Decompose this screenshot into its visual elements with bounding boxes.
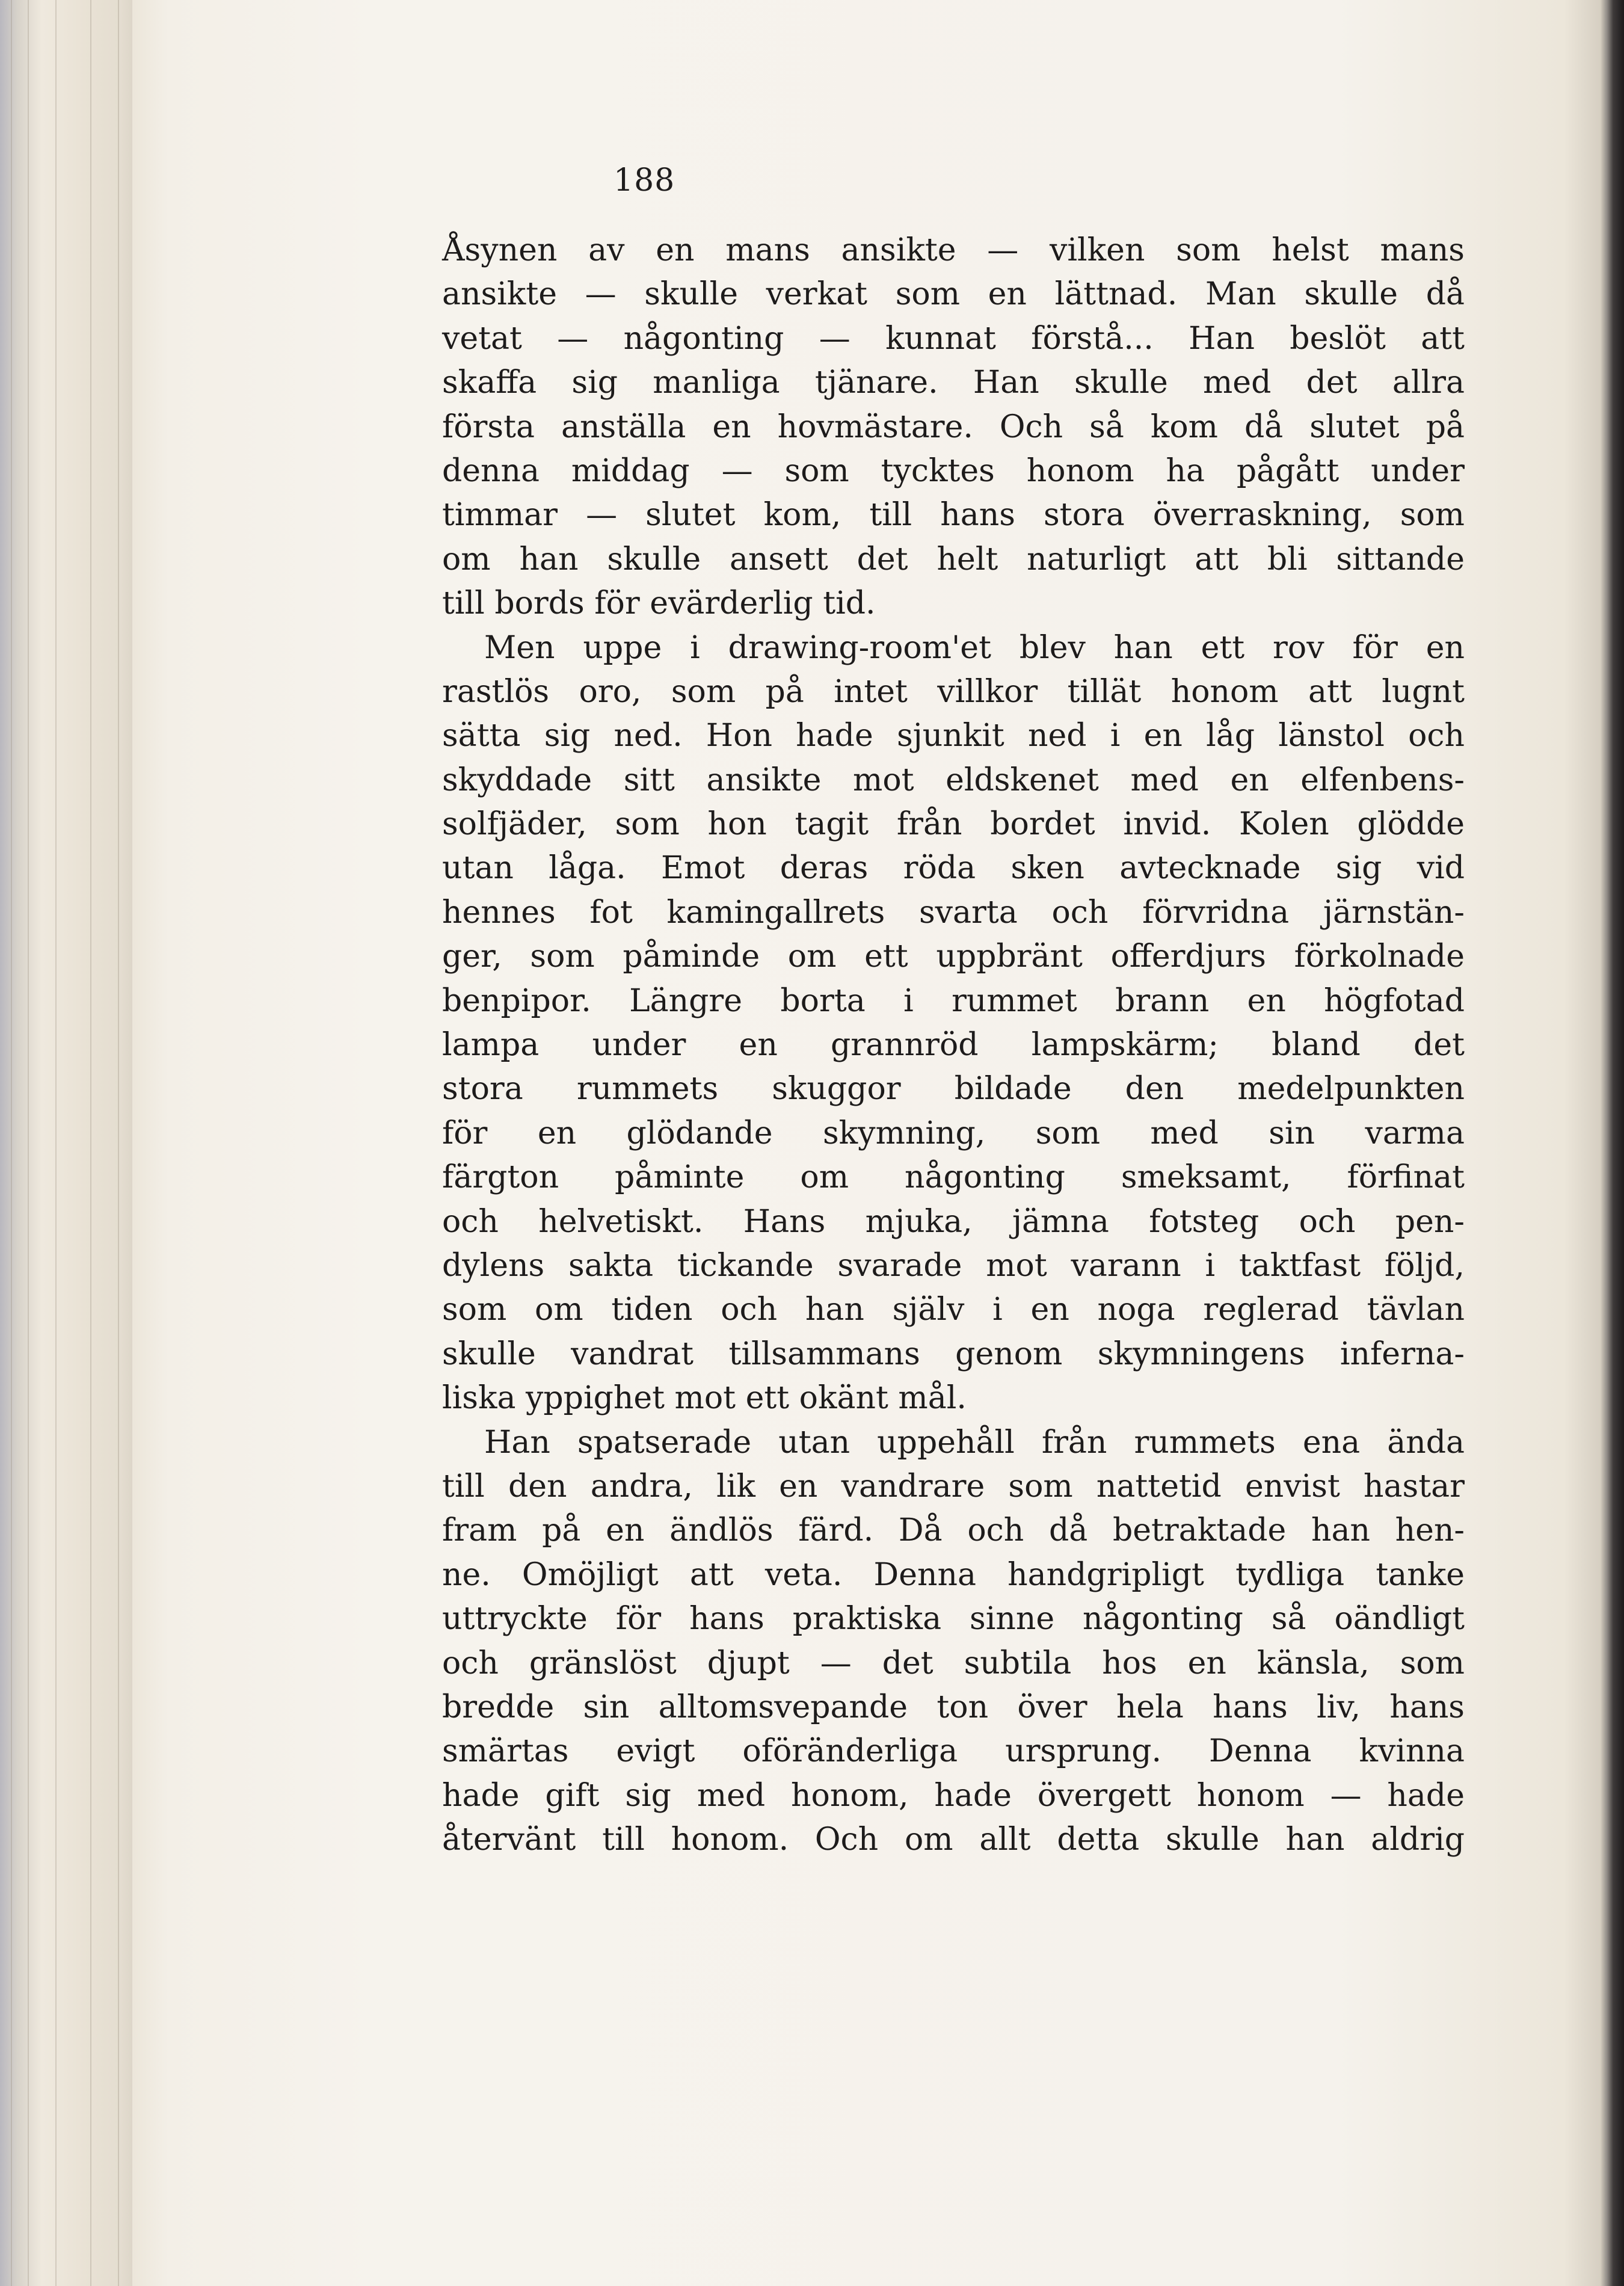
- text-line: timmar — slutet kom, till hans stora överraskning, som: [442, 497, 1465, 534]
- text-line: sätta sig ned. Hon hade sjunkit ned i en låg länstol och: [442, 718, 1465, 754]
- text-line: till bords för evärderlig tid.: [442, 585, 876, 622]
- text-line: som om tiden och han själv i en noga reglerad tävlan: [442, 1292, 1465, 1328]
- text-line: ger, som påminde om ett uppbränt offerdjurs förkolnade: [442, 938, 1465, 975]
- page-edge-line: [90, 0, 91, 2286]
- text-line: smärtas evigt oföränderliga ursprung. Denna kvinna: [442, 1733, 1465, 1770]
- text-line: och gränslöst djupt — det subtila hos en känsla, som: [442, 1645, 1465, 1681]
- page-number: 188: [614, 162, 675, 199]
- text-line: skyddade sitt ansikte mot eldskenet med en elfenbens-: [442, 762, 1465, 798]
- page-edge-line: [28, 0, 29, 2286]
- text-line: för en glödande skymning, som med sin varma: [442, 1115, 1465, 1151]
- text-line: färgton påminte om någonting smeksamt, förfinat: [442, 1159, 1465, 1196]
- text-line: stora rummets skuggor bildade den medelpunkten: [442, 1071, 1465, 1108]
- page-edge-line: [118, 0, 119, 2286]
- text-line: solfjäder, som hon tagit från bordet invid. Kolen glödde: [442, 806, 1465, 843]
- text-line: uttryckte för hans praktiska sinne någonting så oändligt: [442, 1601, 1465, 1637]
- book-page-stack: [0, 0, 132, 2286]
- text-line: Men uppe i drawing-room'et blev han ett rov för en: [484, 629, 1465, 666]
- text-line: benpipor. Längre borta i rummet brann en högfotad: [442, 982, 1465, 1019]
- text-line: liska yppighet mot ett okänt mål.: [442, 1380, 967, 1417]
- text-line: skulle vandrat tillsammans genom skymningens inferna-: [442, 1336, 1465, 1372]
- text-line: till den andra, lik en vandrare som nattetid envist hastar: [442, 1468, 1465, 1505]
- page-edge-line: [55, 0, 57, 2286]
- text-line: Han spatserade utan uppehåll från rummets ena ända: [484, 1424, 1465, 1461]
- text-line: dylens sakta tickande svarade mot varann i taktfast följd,: [442, 1247, 1465, 1284]
- page-edge-line: [11, 0, 12, 2286]
- text-line: första anställa en hovmästare. Och så kom då slutet på: [442, 408, 1465, 445]
- text-line: rastlös oro, som på intet villkor tillät honom att lugnt: [442, 673, 1465, 710]
- text-line: lampa under en grannröd lampskärm; bland det: [442, 1027, 1465, 1064]
- body-text: [442, 229, 1465, 1862]
- text-line: fram på en ändlös färd. Då och då betraktade han hen-: [442, 1512, 1465, 1549]
- text-line: om han skulle ansett det helt naturligt att bli sittande: [442, 541, 1465, 578]
- text-line: Åsynen av en mans ansikte — vilken som helst mans: [442, 232, 1465, 268]
- text-line: ansikte — skulle verkat som en lättnad. Man skulle då: [442, 276, 1465, 313]
- text-line: vetat — någonting — kunnat förstå... Han beslöt att: [442, 320, 1465, 357]
- text-line: denna middag — som tycktes honom ha pågått under: [442, 452, 1465, 489]
- text-line: ne. Omöjligt att veta. Denna handgripligt tydliga tanke: [442, 1556, 1465, 1593]
- text-line: och helvetiskt. Hans mjuka, jämna fotsteg och pen-: [442, 1203, 1465, 1240]
- text-line: hade gift sig med honom, hade övergett honom — hade: [442, 1777, 1465, 1814]
- text-line: hennes fot kamingallrets svarta och förvridna järnstän-: [442, 894, 1465, 931]
- text-line: skaffa sig manliga tjänare. Han skulle med det allra: [442, 365, 1465, 401]
- text-line: bredde sin alltomsvepande ton över hela hans liv, hans: [442, 1689, 1465, 1725]
- book-spine-edge: [1600, 0, 1624, 2286]
- text-line: återvänt till honom. Och om allt detta skulle han aldrig: [442, 1822, 1465, 1858]
- text-line: utan låga. Emot deras röda sken avtecknade sig vid: [442, 850, 1465, 887]
